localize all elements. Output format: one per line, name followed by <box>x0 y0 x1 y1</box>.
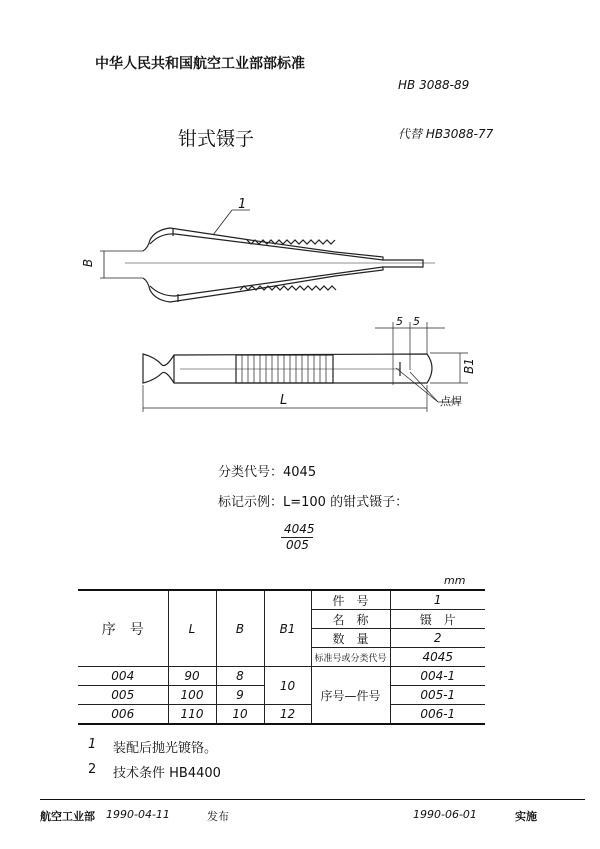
table-row <box>78 705 485 725</box>
seq-part-label: 序号—件号 <box>311 667 390 725</box>
cell-seq: 004 <box>78 667 168 686</box>
dim-b1-label: B1 <box>461 358 476 374</box>
dim-5a-label: 5 <box>396 315 403 328</box>
marking-example: 标记示例：L=100 的钳式镊子： <box>218 495 409 510</box>
spec-table <box>78 589 485 725</box>
standard-number: HB 3088-89 <box>398 78 470 92</box>
cell-seq: 006 <box>78 705 168 725</box>
cell-part: 006-1 <box>390 705 485 725</box>
part-info-value: 4045 <box>390 648 485 667</box>
replaces-standard: 代替 HB3088-77 <box>398 127 494 141</box>
cell-l: 90 <box>168 667 216 686</box>
header-b1: B1 <box>264 590 311 667</box>
footer-issuer: 航空工业部 <box>40 810 95 823</box>
effective-label: 实施 <box>515 810 537 823</box>
cell-seq: 005 <box>78 686 168 705</box>
cell-part: 005-1 <box>390 686 485 705</box>
issue-date: 1990-04-11 <box>106 808 170 821</box>
cell-b1: 10 <box>264 667 311 705</box>
dim-5b-label: 5 <box>413 315 420 328</box>
header-l: L <box>168 590 216 667</box>
cell-b: 10 <box>216 705 264 725</box>
header-seq: 序 号 <box>78 590 168 667</box>
unit-label: mm <box>444 574 466 587</box>
header-b: B <box>216 590 264 667</box>
spot-weld-label: 点焊 <box>440 395 462 408</box>
example-numerator: 4045 <box>284 522 315 536</box>
cell-part: 004-1 <box>390 667 485 686</box>
part-label: 1 <box>238 197 247 212</box>
part-info-value: 镊 片 <box>390 610 485 629</box>
part-info-value: 1 <box>390 590 485 610</box>
document-title: 钳式镊子 <box>178 128 255 150</box>
part-info-label: 件 号 <box>311 590 390 610</box>
issue-label: 发布 <box>207 810 229 823</box>
dim-b-label: B <box>81 258 96 268</box>
effective-date: 1990-06-01 <box>413 808 477 821</box>
cell-b1: 12 <box>264 705 311 725</box>
example-denominator: 005 <box>286 538 309 552</box>
footer-rule <box>40 799 585 800</box>
part-info-label: 标准号或分类代号 <box>311 648 390 667</box>
cell-l: 110 <box>168 705 216 725</box>
note-number: 2 <box>88 762 97 777</box>
cell-b: 8 <box>216 667 264 686</box>
note-text: 技术条件 HB4400 <box>113 766 221 781</box>
dim-l-label: L <box>280 393 288 408</box>
note-text: 装配后抛光镀铬。 <box>113 741 218 756</box>
note-number: 1 <box>88 737 97 752</box>
part-info-value: 2 <box>390 629 485 648</box>
cell-l: 100 <box>168 686 216 705</box>
classification-code: 分类代号：4045 <box>218 465 317 480</box>
part-info-label: 名 称 <box>311 610 390 629</box>
cell-b: 9 <box>216 686 264 705</box>
top-view <box>100 210 435 302</box>
part-info-label: 数 量 <box>311 629 390 648</box>
table-row <box>78 667 485 686</box>
side-view <box>143 322 468 412</box>
issuer-heading: 中华人民共和国航空工业部部标准 <box>95 56 305 72</box>
